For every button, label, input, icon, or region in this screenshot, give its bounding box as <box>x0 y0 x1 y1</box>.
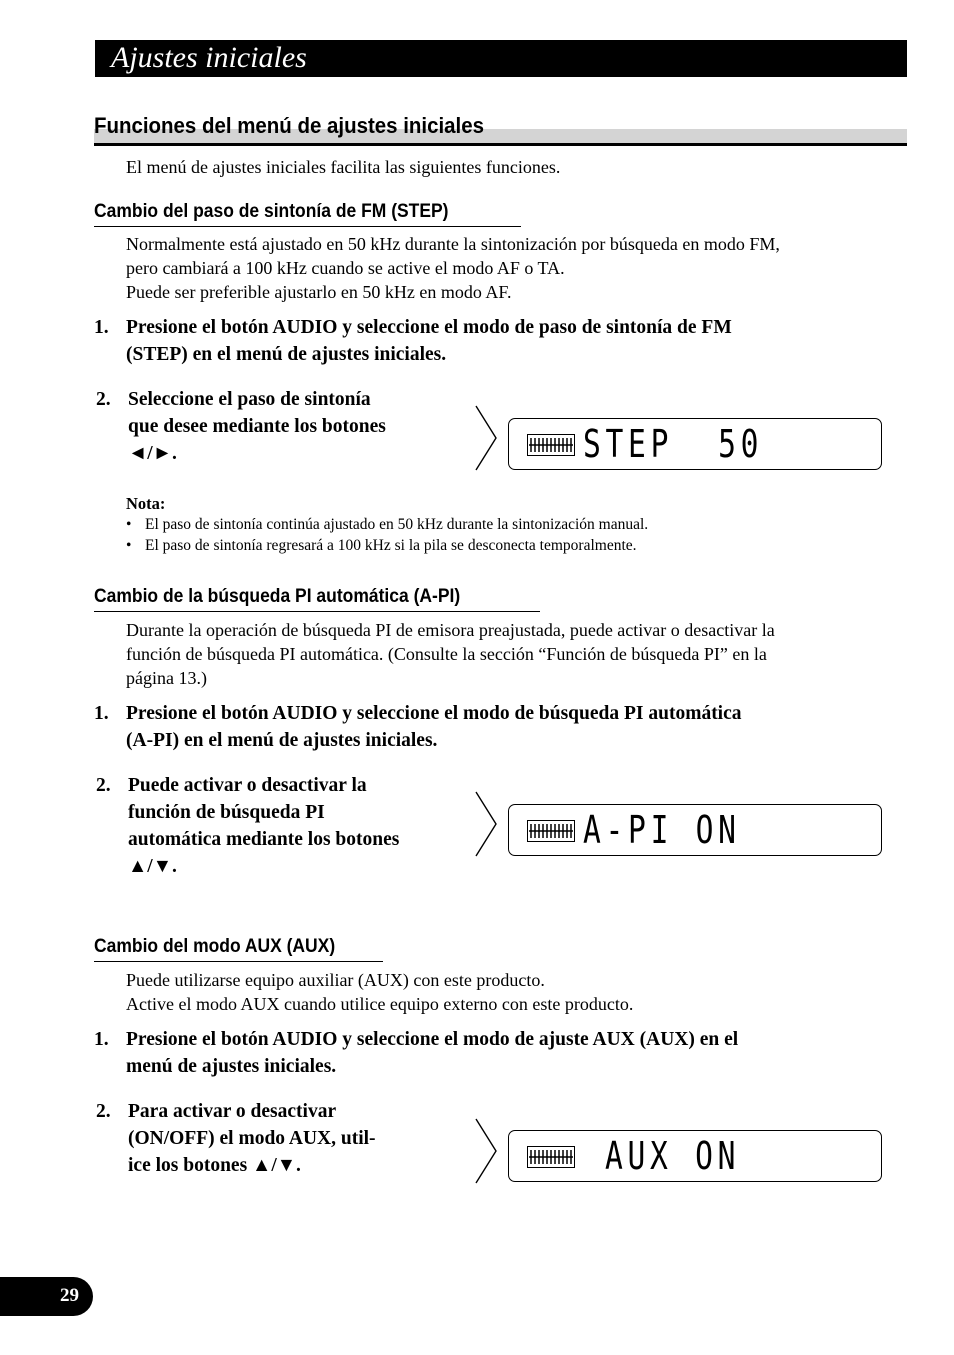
chevron-right-icon <box>474 791 498 857</box>
fm-step-para-line: Puede ser preferible ajustarlo en 50 kHz en modo AF. <box>126 282 512 302</box>
lcd-text: AUX ON <box>605 1134 741 1178</box>
step-number: 2. <box>96 389 111 410</box>
step-text-line: ◄/►. <box>128 443 177 464</box>
fm-step-para-line: Normalmente está ajustado en 50 kHz durante la sintonización por búsqueda en modo FM, <box>126 234 780 254</box>
lcd-display-api <box>508 804 882 856</box>
api-para-line: Durante la operación de búsqueda PI de emisora preajustada, puede activar o desactivar la <box>126 620 775 640</box>
step-text-line: (STEP) en el menú de ajustes iniciales. <box>126 344 447 365</box>
step-text <box>128 1098 376 1179</box>
bullet: • <box>126 537 132 554</box>
page-header <box>95 40 907 77</box>
note-label: Nota: <box>126 494 166 513</box>
step-text-line: (A-PI) en el menú de ajustes iniciales. <box>126 730 438 751</box>
api-heading-underline <box>94 611 540 612</box>
step-number: 2. <box>96 775 111 796</box>
section-intro: El menú de ajustes iniciales facilita las siguientes funciones. <box>126 157 561 177</box>
api-para-line: página 13.) <box>126 668 207 688</box>
lcd-display-step <box>508 418 882 470</box>
step-text-line: función de búsqueda PI <box>128 802 325 823</box>
section-title <box>94 112 907 148</box>
step-text-line: (ON/OFF) el modo AUX, util- <box>128 1128 376 1149</box>
level-meter-icon <box>527 820 575 842</box>
fm-step-para-line: pero cambiará a 100 kHz cuando se active el modo AF o TA. <box>126 258 565 278</box>
api-heading: Cambio de la búsqueda PI automática (A-PI) <box>94 586 461 607</box>
step-text <box>126 700 742 754</box>
step-text-line: ice los botones ▲/▼. <box>128 1155 301 1176</box>
aux-heading-underline <box>94 961 383 962</box>
step-text-line: Presione el botón AUDIO y seleccione el modo de ajuste AUX (AUX) en el <box>126 1029 739 1050</box>
step-text-line: ▲/▼. <box>128 856 177 877</box>
section-title-rule <box>94 143 907 146</box>
page-number-tab <box>0 1277 93 1316</box>
api-para-line: función de búsqueda PI automática. (Consulte la sección “Función de búsqueda PI” en la <box>126 644 767 664</box>
step-number: 1. <box>94 703 109 724</box>
step-text <box>128 772 399 880</box>
fm-step-heading-underline <box>94 226 521 227</box>
level-meter-icon <box>527 434 575 456</box>
step-text <box>126 314 732 368</box>
chevron-right-icon <box>474 1118 498 1184</box>
aux-para-line: Puede utilizarse equipo auxiliar (AUX) con este producto. <box>126 970 545 990</box>
step-text <box>126 1026 738 1080</box>
step-text-line: Seleccione el paso de sintonía <box>128 389 371 410</box>
step-text-line: que desee mediante los botones <box>128 416 386 437</box>
step-number: 1. <box>94 1029 109 1050</box>
fm-step-heading: Cambio del paso de sintonía de FM (STEP) <box>94 201 449 222</box>
step-text-line: Para activar o desactivar <box>128 1101 337 1122</box>
chevron-right-icon <box>474 405 498 471</box>
lcd-text: STEP 50 <box>583 422 764 466</box>
step-text-line: menú de ajustes iniciales. <box>126 1056 337 1077</box>
step-number: 2. <box>96 1101 111 1122</box>
step-text-line: Puede activar o desactivar la <box>128 775 367 796</box>
note-text: El paso de sintonía regresará a 100 kHz si la pila se desconecta temporalmente. <box>145 537 637 554</box>
step-text-line: Presione el botón AUDIO y seleccione el modo de paso de sintonía de FM <box>126 317 732 338</box>
level-meter-icon <box>527 1146 575 1168</box>
lcd-text: A-PI ON <box>583 808 741 852</box>
lcd-display-aux <box>508 1130 882 1182</box>
step-text-line: Presione el botón AUDIO y seleccione el modo de búsqueda PI automática <box>126 703 742 724</box>
page-header-title: Ajustes iniciales <box>111 41 307 74</box>
step-number: 1. <box>94 317 109 338</box>
section-title-text: Funciones del menú de ajustes iniciales <box>94 113 485 138</box>
step-text <box>128 386 386 467</box>
note-text: El paso de sintonía continúa ajustado en 50 kHz durante la sintonización manual. <box>145 516 649 533</box>
aux-heading: Cambio del modo AUX (AUX) <box>94 936 336 957</box>
bullet: • <box>126 516 132 533</box>
page-number: 29 <box>60 1285 79 1306</box>
aux-para-line: Active el modo AUX cuando utilice equipo externo con este producto. <box>126 994 634 1014</box>
step-text-line: automática mediante los botones <box>128 829 400 850</box>
